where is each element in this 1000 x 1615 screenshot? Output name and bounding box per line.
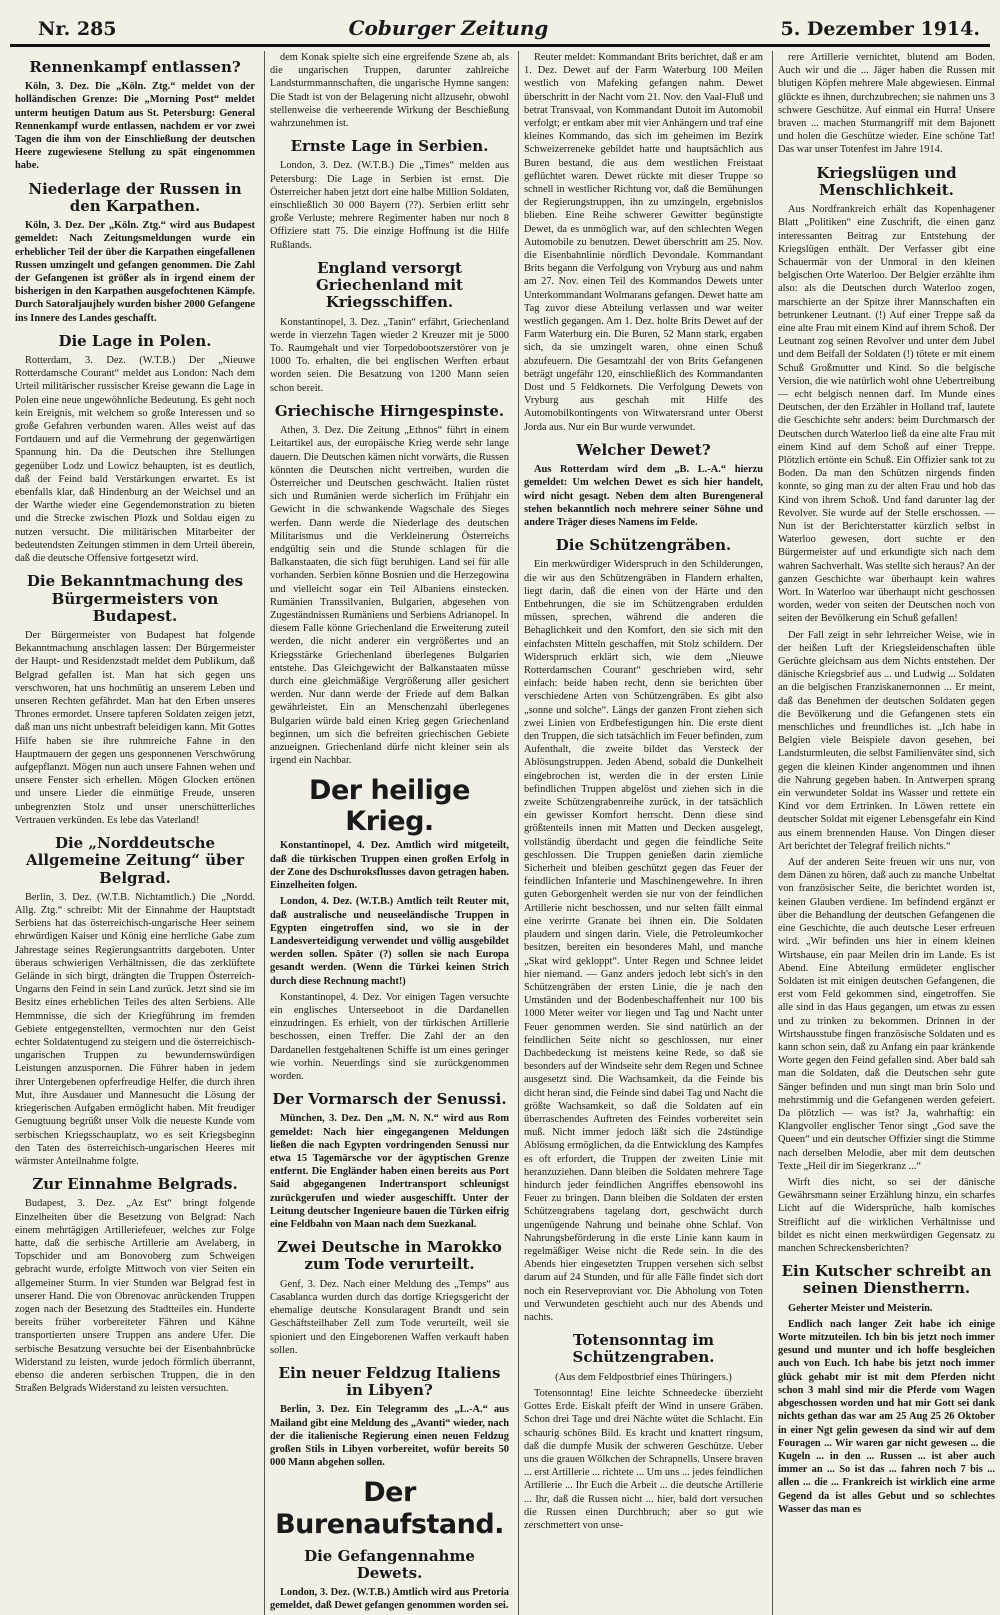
article-heading: Ernste Lage in Serbien. bbox=[290, 137, 489, 156]
article-heading: Die Bekanntmachung des Bürgermeisters von Budapest. bbox=[26, 572, 244, 625]
article bbox=[270, 138, 509, 252]
article-paragraph: Berlin, 3. Dez. Ein Telegramm des „L.-A.“ aus Mailand gibt eine Meldung des „Avanti“ wieder, nach der die italienische Regierung einen neuen Feldzug großen Stils in Libyen vorbereitet, wofür bereits 50 000 Mann abgehen sollen. bbox=[270, 1404, 509, 1469]
article-heading: Rennenkampf entlassen? bbox=[29, 58, 241, 76]
article bbox=[270, 403, 509, 768]
article-paragraph: Reuter meldet: Kommandant Brits berichtet, daß er am 1. Dez. Dewet auf der Farm Waterburg 100 Meilen westlich von Mafeking gefangen nahm. Dewet überschritt in der Nacht vom 21. Nov. den Vaal-Fluß und betrat Transvaal, von Kommandant Dutoit im Automobil verfolgt; er entkam aber mit vier Anhängern und traf eine kleines Kommando, das sich im geheimen im Bezirk Schweizerreneke gebildet hatte und hauptsächlich aus Buren bestand, die aus dem westlichen Freistaat geflüchtet waren. Dewet rückte mit dieser Truppe so schnell in westlicher Richtung vor, daß die Bemühungen der Regierungstruppen, ihn zu umzingeln, ergebnislos blieben. Eine Reihe schwerer Gewitter begünstigte Dewet, da es unmöglich war, auf den schlechten Wegen Automobile zu benutzen. Dewet überschritt am 25. Nov. die Eisenbahnlinie nördlich Devondale. Kommandant Brits begann die Verfolgung von Vryburg aus und nahm am 27. Nov. einen Teil des Kommandos Dewets unter Unterkommandant Wolmarans gefangen. Dewet hatte am Tag zuvor diese Abteilung verlassen und war weiter westlich gegangen. Am 1. Dez. holte Brits Dewet auf der Farm Waterburg ein. Die Buren, 52 Mann stark, ergaben sich, da sie umzingelt waren, ohne einen Schuß abzufeuern. Die Gesamtzahl der von Brits Gefangenen beträgt ungefähr 120, einschließlich des Kommandanten Dost und 5 Feldkornets. Die Verfolgung Dewets von Vryburg aus geschah mit Hilfe des Automobilkontingents von Witwatersrand unter Oberst Jorda aus. Nur ein Bur wurde verwundet. bbox=[524, 52, 763, 433]
article-paragraph: Aus Rotterdam wird dem „B. L.-A.“ hierzu gemeldet: Um welchen Dewet es sich hier handelt, wird nicht gesagt. Neben dem alten Burengeneral stehen bekanntlich noch mehrere seiner Söhne und andere Träger dieses Namens im Felde. bbox=[524, 464, 763, 528]
article-paragraph: London, 3. Dez. (W.T.B.) Die „Times“ melden aus Petersburg: Die Lage in Serbien ist ernst. Die Österreicher haben jetzt dort eine halbe Million Soldaten, einschließlich 30 000 Bayern (??). Serbien erlitt sehr große Verluste; mehrere Regimenter haben nur noch 8 Offiziere statt 75. Die einzige Hoffnung ist die Hilfe Rußlands. bbox=[270, 160, 509, 251]
article-paragraph: Köln, 3. Dez. Der „Köln. Ztg.“ wird aus Budapest gemeldet: Nach Zeitungsmeldungen wurde ein erheblicher Teil der über die Karpathen eingefallenen Russen umzingelt und gefangen genommen. Die Zahl der Gefangenen ist größer als in irgend einem der bisherigen in den Karpathen ausgefochtenen Kämpfe. Durch Satoraljaujhely wurden bisher 2000 Gefangene ins Innere des Landes geschafft. bbox=[15, 220, 255, 324]
article-heading: Ein Kutscher schreibt an seinen Dienstherrn. bbox=[781, 1262, 992, 1298]
article-heading: Kriegslügen und Menschlichkeit. bbox=[816, 163, 957, 199]
article-paragraph: Totensonntag! Eine leichte Schneedecke überzieht Gottes Erde. Eiskalt pfeift der Wind in unsere Gräben. Schon drei Tage und drei Nächte wütet die Schlacht. Ein schaurig schönes Bild. Es kracht und knattert ringsum, daß die dumpfe Musik der schweren Geschütze. Ueber uns die grauen Wölkchen der Schrapnells. Unsere braven ... erst Artillerie ... richtete ... Um uns ... jedes feindlichen Artillerie ... Ihr Euch die Arbeit ... die deutsche Artillerie ... Ihr, daß die Russen nicht ... hier, bald dort versuchen die Russen einen Durchbruch; aber so gut wie zerschmettert von unse- bbox=[524, 1387, 763, 1531]
newspaper-title: Coburger Zeitung bbox=[348, 16, 549, 40]
article-paragraph: Genf, 3. Dez. Nach einer Meldung des „Temps“ aus Casablanca wurden durch das dortige Kriegsgericht der ehemalige deutsche Konsularagent Brandt und sein Geschäftsteilhaber Zell zum Tode verurteilt, weil sie spioniert und den Eingeborenen Waffen verkauft haben sollen. bbox=[270, 1278, 509, 1356]
issue-number: Nr. 285 bbox=[38, 18, 117, 40]
article-heading: Der Burenaufstand. bbox=[275, 1477, 504, 1540]
article bbox=[15, 333, 255, 566]
column-3 bbox=[518, 51, 768, 1615]
article-paragraph: Der Fall zeigt in sehr lehrreicher Weise, wie in der heißen Luft der Kriegsleidenschaften üble Gerüchte gleichsam aus dem Nichts entstehen. Der dänische Kriegsbrief aus ... und Ludwig ... Soldaten an die belgischen Franziskanernonnen ... Er meint, daß das Benehmen der deutschen Soldaten gegen die Bevölkerung und die Gefangenen stets ein menschliches und freundliches ist. „Ich habe in Belgien viele Beispiele davon gesehen, bei Landsturmleuten, die selbst Familienväter sind, sich gegen die kleinen Kinder angenommen und ihnen die Nahrung gegeben haben. In Antwerpen sprang ein verwundeter Soldat ins Wasser und rettete ein Kind vor dem Ertrinken. In Löwen rettete ein deutscher Soldat mit eigener Lebensgefahr ein Kind aus einem brennenden Hause. Von Dingen dieser Art berichtet der Telegraf freilich nichts.“ bbox=[778, 629, 995, 852]
article-heading: England versorgt Griechenland mit Kriegsschiffen. bbox=[316, 258, 463, 312]
article bbox=[778, 1263, 995, 1516]
article-paragraph: Auf der anderen Seite freuen wir uns nur, von dem Dänen zu hören, daß auch zu manche Unbeltat von französischer Seite, die berichtet worden ist, keinen Glauben verdiene. Im befindend ergänzt er über die Behandlung der deutschen Gefangenen die eine Geschichte, die auch deutsche Leser erfreuen wird. „Wir befinden uns hier in einem kleinen Wirtshause, ein paar Meilen drin im Lande. Es ist Abend. Eine Abteilung ermüdeter englischer Soldaten ist mit einigen deutschen Gefangenen, die erst vom Feld gekommen sind, eingetroffen. Sie alle sind in das Haus gegangen, um etwas zu essen und zu trinken zu bekommen. Drinnen in der Wirtshausstube fingen französische Soldaten und es kann schon sein, daß zu Anfang ein paar kränkende Worte gegen den Feind gefallen sind. Aber bald sah man die Soldaten, daß die Deutschen sehr gute Sänger befinden und nun singt man brin Solo und mehrstimmig und die Gefangenen werden gefeiert. Da plötzlich — was ist? Ja, wahrhaftig: ein Klangvoller englischer Tenor singt „God save the Queen“ und ein deutscher Offizier singt die Stimme nach derselben Melodie, aber mit dem deutschen Texte „Heil dir im Siegerkranz ...“ bbox=[778, 857, 995, 1172]
article-paragraph: Athen, 3. Dez. Die Zeitung „Ethnos“ führt in einem Leitartikel aus, der europäische Krieg werde sehr lange dauern. Die Deutschen kämen nicht vorwärts, die Russen könnten die Deutschen nicht vertreiben, wurden die Österreicher und Deutschen geschwächt. Italien rüstet sich und Rumänien werde sicherlich im Frühjahr ein Gewicht in die schwankende Wagschale des Sieges werfen. Dann werde die Niederlage des deutschen Militarismus und die Verkleinerung Österreichs endgültig sein und die Stunde schlagen für die Balkanstaaten, die sich fügt beruhigen. Land sei für alle vorhanden. Serbien könne Bosnien und die Herzegowina und vielleicht sogar ein Teil Albaniens einstecken. Rumänien Transsilvanien, Bulgarien, abgesehen von Zugeständnissen Rumäniens und Serbiens Adrianopel. In diesem Falle könne Griechenland die Erweiterung zuteil werden, die nicht anderer ein vergrößertes und an Kriegsstärke Griechenland überlegenes Bulgarien entstehe. Das Gleichgewicht der Balkanstaaten müsse durch eine gleichmäßige Vergrößerung aller gesichert werden. Nur dann werde der Friede auf dem Balkan gewährleistet. Ein an Menschenzahl überlegenes Bulgarien würde bald einen Krieg gegen Griechenland beginnen, um sich die befreiten griechischen Gebiete anzueignen. Griechenland dürfe nicht kleiner sein als irgend ein Nachbar. bbox=[270, 425, 509, 767]
article-heading: Der Vormarsch der Senussi. bbox=[272, 1090, 507, 1109]
issue-date: 5. Dezember 1914. bbox=[780, 18, 980, 40]
article-paragraph: dem Konak spielte sich eine ergreifende Szene ab, als die ungarischen Truppen, darunter zahlreiche Landsturmmannschaften, die ungarische Hymne sangen: Die Stadt ist von der Belagerung nicht allzusehr, obwohl stellenweise die verheerende Wirkung der Beschießung wahrzunehmen ist. bbox=[270, 52, 509, 130]
article-paragraph: Ein merkwürdiger Widerspruch in den Schilderungen, die wir aus den Schützengräben in Flandern erhalten, liegt darin, daß die einen von der Härte und den Entbehrungen, die sie im Schützengraben erdulden müssen, sprechen, während die anderen die Behaglichkeit und den Komfort, den sie sich mit den einfachsten Mitteln geschaffen, mit Stolz schildern. Der Widerspruch erklärt sich, wie dem „Nieuwe Rotterdamschen Courant“ geschrieben wird, sehr einfach: beide haben recht, denn sie berichten über verschiedene Arten von Schützengräben. Es gibt also „sonne und solche“. Längs der ganzen Front ziehen sich zwei Linien von Erdbefestigungen hin. Die erste dient den Truppen, die sich tatsächlich im Feuer befinden, zum Aufenthalt, die zweite bildet das Versteck der Ablösungstruppen. Jeden Abend, sobald die Dunkelheit eingebrochen ist, werden die in der ersten Linie befindlichen Truppen abgelöst und ziehen sich in die zweite Schützengrabenreihe zurück, in der tatsächlich ein gewisser Komfort herrscht. Denn diese sind größtenteils innen mit Matten und Decken ausgelegt, vollständig überdacht und gegen die feindliche Seite geschlossen. Die Truppen genießen darin ziemliche Sicherheit und bleiben geschützt gegen das Feuer der feindlichen Infanterie und Maschinengewehre. In ihren guten Geborgenheit werden sie nur von der feindlichen Artillerie nicht beschossen, und nur selten fällt einmal eine verirrte Granate bei ihnen ein. Die Soldaten plaudern und singen darin. Viele, die Petroleumkocher besitzen, bereiten ein besonderes Mahl, und manche „Skat wird gekloppt“. Unter Regen und Schnee leidet hier niemand. — Ganz anders jedoch lebt sich's in den Schützengräben der ersten Linie, die je nach den Umständen und der Bodenbeschaffenheit nur 100 bis 1000 Meter weiter vor liegen und Tag und Nacht unter Feuer genommen werden. Sie sind natürlich an der feindlichen Seite nicht so geschlossen, nur einer Dachbedeckung ist meistens keine Rede, so daß sie besonders auf der Windseite sehr dem Regen und Schnee ausgesetzt sind. Die Wachsamkeit, da die Feinde bis dicht heran sind, die Feinde sind dabei Tag und Nacht die größte Wachsamkeit, so daß die Soldaten auf ein überraschendes Auftreten des Feindes vorbereitet sein muß. Nicht immer jedoch läßt sich die 24stündige Ablösung ermöglichen, da die Entwicklung des Kampfes es oft erfordert, die Truppen der zweiten Linie mit heranzuziehen. Dann bleiben die Soldaten mehrere Tage hindurch jeder feindlichen Angriffes ebensowohl ins Feuer zu bringen. Dann bleiben die Soldaten der ersten Schützengrabens tagelang dort, geschwächt durch ungenügende Nahrung und beinahe ohne Schlaf. Von Nahrungsbeförderung in die erste Linie kann kaum in regelmäßiger Weise nicht die Rede sein. In die des Abends hier eingesetzten Truppen versehen sich selbst darum auf 24 Stunden, und für alle Fälle findet sich dort noch ein Reserveproviant vor. Die Abholung von Toten und Verwundeten geschieht auch nur des Abends und nachts. bbox=[524, 559, 763, 1323]
column-2 bbox=[264, 51, 514, 1615]
article-heading: Die Schützengräben. bbox=[555, 536, 732, 555]
article-paragraph: Geherter Meister und Meisterin. bbox=[788, 1302, 933, 1314]
article-heading: Die Gefangennahme Dewets. bbox=[304, 1546, 475, 1582]
article-paragraph: Konstantinopel, 4. Dez. Vor einigen Tagen versuchte ein englisches Unterseeboot in die Dardanellen einzudringen. Es erhielt, von der türkischen Artillerie beschossen, einen Treffer. Die Zahl der an den Dardanellen festgehaltenen Schiffe ist um eines geringer wie vorhin. Neuerdings sind sie zurückgenommen worden. bbox=[270, 991, 509, 1082]
article-paragraph: London, 3. Dez. (W.T.B.) Amtlich wird aus Pretoria gemeldet, daß Dewet gefangen genommen worden sei. bbox=[270, 1587, 509, 1612]
article bbox=[15, 835, 255, 1168]
article bbox=[524, 442, 763, 529]
article-heading: Der heilige Krieg. bbox=[309, 775, 470, 838]
article bbox=[270, 260, 509, 395]
article-paragraph: rere Artillerie vernichtet, blutend am Boden. Auch wir und die ... Jäger haben die Russen mit blutigen Köpfen mehrere Male abgewiesen. Einmal glückte es ihnen, durchzubrechen; sie nahmen uns 3 schwere Geschütze. Auf einmal ein Hurra! Unsere braven ... machen Sturmangriff mit dem Bajonett und holen die Geschütze wieder. Eine schöne Tat! Das war unser Totenfest im Jahre 1914. bbox=[778, 52, 995, 156]
article-subheading: (Aus dem Feldpostbrief eines Thüringers.) bbox=[555, 1371, 732, 1383]
article-heading: Zur Einnahme Belgrads. bbox=[32, 1175, 238, 1194]
article-paragraph: Köln, 3. Dez. Die „Köln. Ztg.“ meldet von der holländischen Grenze: Die „Morning Post“ meldet unterm heutigen Datum aus St. Petersburg: General Rennenkampf wurde entlassen, nachdem er vor zwei Tagen die ihm von der Einschließung der deutschen Heere zugewiesene Stellung zu spät eingenommen habe. bbox=[15, 81, 255, 172]
article bbox=[778, 51, 995, 157]
article-heading: Zwei Deutsche in Marokko zum Tode verurteilt. bbox=[277, 1238, 502, 1274]
article-paragraph: Endlich nach langer Zeit habe ich einige Worte mitzuteilen. Ich bin bis jetzt noch immer gesund und munter und ich hoffe besgleichen auch von Euch. Ich habe bis jetzt noch immer glück gehabt mir ist mit dem Pferden nicht schon 3 mahl sind mir die Pferde vom Wagen abgeschossen worden und hat mir Gott sei dank nichts gethan das war am 25 Aug 25 26 Oktober in einer Ngt gelin gewesen da sind wir auf dem Fouragen ... Wir waren gar nicht gewesen ... die Kugeln ... in den ... Russen ... ist aber auch immer an ... So ist das ... fahren noch 7 bis ... allen ... die ... Frankreich ist wirklich eine arme Gegend da ist alles Gebut und so schlechtes Wasser das man es bbox=[778, 1318, 995, 1515]
article-paragraph: München, 3. Dez. Den „M. N. N.“ wird aus Rom gemeldet: Nach hier eingegangenen Meldungen ließen die nach Egypten vordringenden Senussi nur etwa 15 Tagemärsche vor der ägyptischen Grenze entfernt. Die Engländer haben einen bereits aus Port Said abgegangenen Indertransport schleunigst zurückgerufen und wieder ausgeschifft. Unter der Leitung deutscher Ingenieure bauen die Türken eifrig eine Feldbahn von Maan nach dem Suezkanal. bbox=[270, 1113, 509, 1231]
article bbox=[524, 51, 763, 434]
article-columns bbox=[10, 51, 995, 1612]
article bbox=[270, 775, 509, 1083]
article-heading: Niederlage der Russen in den Karpathen. bbox=[28, 179, 242, 215]
column-4 bbox=[772, 51, 1000, 1615]
article-paragraph: Budapest, 3. Dez. „Az Est“ bringt folgende Einzelheiten über die Besetzung von Belgrad: Nach einem mehrtägigen Artilleriefeuer, welches zur Folge hatte, daß die serbische Artillerie am Avelaberg, in Topschider und am Bonovoberg zum Schweigen gebracht wurde, erfolgte Mittwoch von vier Seiten ein allgemeiner Sturm. In vier Stunden war Belgrad fest in unserer Hand. Die von Obrenovac anrückenden Truppen zogen nach der Besetzung des Stadtteiles ein. Hunderte bereits früher vorbereiteter Fähren und Kähne transportierten unsere Truppen ans andere Ufer. Die serbische Besatzung versuchte bei der Eisenbahnbrücke Widerstand zu leisten, wurde jedoch förmlich überrannt, ebenso die anderen serbischen Truppen, die in den Straßen Belgrads Widerstand zu leisten versuchten. bbox=[15, 1198, 255, 1395]
article bbox=[15, 181, 255, 325]
article-paragraph: Konstantinopel, 3. Dez. „Tanin“ erfährt, Griechenland werde in vierzehn Tagen wieder 2 Kreuzer mit je 5000 To. Raumgehalt und vier Torpedobootszerstörer von je 1000 To. erhalten, die bei englischen Werften erbaut worden seien. Die Besatzung von 1200 Mann seien schon bereit. bbox=[270, 316, 509, 394]
article-paragraph: London, 4. Dez. (W.T.B.) Amtlich teilt Reuter mit, daß australische und neuseeländische Truppen in Egypten eingetroffen sind, wo sie in der Landesverteidigung verwendet und völlig ausgebildet werden sollen. Später (?) sollen sie nach Europa gesandt werden. (Wenn die Türkei keinen Strich durch diese Rechnung macht!) bbox=[270, 896, 509, 987]
article-paragraph: Konstantinopel, 4. Dez. Amtlich wird mitgeteilt, daß die türkischen Truppen einen großen Erfolg in der Zone des Dschuroksflusses davon getragen haben. Einzelheiten folgen. bbox=[270, 840, 509, 892]
article-heading: Totensonntag im Schützengraben. bbox=[572, 1331, 715, 1367]
article-heading: Welcher Dewet? bbox=[576, 440, 711, 459]
article-heading: Die „Norddeutsche Allgemeine Zeitung“ über Belgrad. bbox=[26, 834, 244, 887]
article-heading: Griechische Hirngespinste. bbox=[274, 401, 505, 420]
masthead bbox=[10, 0, 990, 47]
article bbox=[15, 573, 255, 827]
article-heading: Die Lage in Polen. bbox=[58, 331, 212, 350]
article bbox=[270, 1365, 509, 1470]
article bbox=[15, 59, 255, 173]
article-paragraph: Wirft dies nicht, so sei der dänische Gewährsmann seiner Erzählung hinzu, ein scharfes Licht auf die Widersprüche, halb komisches Streiflicht auf die wirklichen Verhältnisse und bildet es nicht einen merkwürdigen Gegensatz zu manchen Schreckensberichten? bbox=[778, 1176, 995, 1254]
article bbox=[524, 1332, 763, 1532]
article-paragraph: Berlin, 3. Dez. (W.T.B. Nichtamtlich.) Die „Nordd. Allg. Ztg.“ schreibt: Mit der Einnahme der Hauptstadt Serbiens hat das österreichisch-ungarische Heer seinem ehrwürdigen Kaiser und König eine herrliche Gabe zum Jahrestage seines Regierungsantritts dargeboten. Unter überaus schwierigen Verhältnissen, die das zerklüftete Gelände in sich birgt, drängten die Truppen Österreich-Ungarns den Feind in sein Land zurück. Jetzt sind sie im Besitz eines erheblichen Teiles des alten Serbiens. Alle Hemmnisse, die sich der Kriegführung im fremden Gebiete entgegenstellten, vermochten nur den Geist echter Soldatentugend zu steigern und die österreichisch-ungarischen Truppen zu bewundernswürdigen Leistungen anzuspornen. Die Führer haben in jedem ihrer Untergebenen opferfreudige Helfer, die durch ihren Mut, ihre Ausdauer und Mannesucht die Lösung der kriegerischen Aufgaben ermöglicht haben. Mit freudiger Genugtuung begrüßt unser Volk die neueste Kunde vom serbischen Kriegsschauplatz, wo es seit Kriegsbeginn den Taten des österreichisch-ungarischen Heeres mit wärmster Anteilnahme folgte. bbox=[15, 891, 255, 1167]
article bbox=[270, 1548, 509, 1613]
article bbox=[15, 1176, 255, 1395]
article bbox=[778, 165, 995, 1256]
article bbox=[270, 1477, 509, 1539]
article bbox=[270, 51, 509, 130]
article-paragraph: Aus Nordfrankreich erhält das Kopenhagener Blatt „Politiken“ eine Zuschrift, die einen ganz interessanten Beitrag zur Entstehung der Kriegslügen enthält. Der Verfasser gibt eine Schauermär von der Unmoral in den kleinen belgischen Orte Waterloo. Der Belgier erzählte ihm also: als die Deutschen durch Waterloo zogen, marschierte an der Spitze ihrer Mannschaften ein betrunkener Leutnant. (!) Auf einer Treppe saß da eine alte Frau mit einem Kind auf ihrem Schoß. Der Leutnant zog seinen Revolver und unter dem Jubel und dem Beifall der Soldaten (!) tötete er mit einem Schuß Großmutter und Kind. So die belgische Version, die wie natürlich wohl ohne Uebertreibung — echt belgisch nennen darf. Im Munde eines Deutschen, der den Erzähler in Holland traf, lautete die Geschichte sehr anders: beim Durchmarsch der Deutschen durch Waterloo ließ da eine alte Frau mit einem Kind auf dem Schoß auf einer Treppe. Plötzlich ertönte ein Schuß. Ein Offizier sank tot zu Boden. Da man den Schützen nirgends finden konnte, so ging man zu der alten Frau und hob das Kind von ihrem Schoß. Und fand darunter lag der Revolver. Sie wurde auf der Stelle erschossen. — Nun ist der Berichterstatter kürzlich selbst in Waterloo gewesen, dort suchte er den Bürgermeister auf und erkundigte sich nach dem wahren Sachverhalt. Was stellte sich heraus? An der ganzen Geschichte war überhaupt kein wahres Wort. In Waterloo war überhaupt nicht geschossen worden, weder von seiten der Deutschen noch von seiten der Bevölkerung ein Schuß gefallen! bbox=[778, 204, 995, 625]
article bbox=[270, 1239, 509, 1357]
article-paragraph: Rotterdam, 3. Dez. (W.T.B.) Der „Nieuwe Rotterdamsche Courant“ meldet aus London: Nach dem Urteil militärischer russischer Kreise gewann die Lage in Polen eine neue ungewöhnliche Bedeutung. Es geht noch kein Ereignis, mit welchem so große Interessen und so große Gefahren verbunden waren. Alles weist auf das Fortdauern und auf die Vermehrung der gegenwärtigen Spannung hin. Da die Deutschen ihre Stellungen gegenüber Lodz und Lowicz behaupten, ist es deutlich, daß der Feind bald Verstärkungen erwartet. Es ist ebenfalls klar, daß Hindenburg an der Weichsel und an der Warthe wieder eine Gegendemonstration zu bieten und die Strecke zwischen Plozk und Soldau eigen zu nutzen versucht. Die militärischen Mitarbeiter der bedeutendsten Zeitungen stimmen in dem Urteil überein, daß die deutsche Offensive fortgesetzt wird. bbox=[15, 355, 255, 565]
article bbox=[524, 537, 763, 1324]
article bbox=[270, 1091, 509, 1231]
article-paragraph: Der Bürgermeister von Budapest hat folgende Bekanntmachung anschlagen lassen: Der Bürgermeister der Haupt- und Residenzstadt meldet dem Publikum, daß Belgrad gefallen ist. Man hat sich gegen uns verschworen, hat uns hochmütig an unserem Leben und unseren Rechten gefährdet. Man hat den Erben unseres Thrones ermordet. Unsere tapferen Soldaten zeigen jetzt, daß man uns nicht unbestraft beleidigen kann. Mit Gottes Hilfe haben sie ihre ruhmreiche Fahne in den Hauptmauern der gegen uns gesponnenen Verschwörung aufgepflanzt. Mögen nun auch unsere Fahnen wehen und unsere Fenster sich erhellen. Mögen Glocken ertönen und unsere Lieder die einmütige Freude, unseren unbegrenzten Stolz und unser unerschütterliches Vertrauen verkünden. Es lebe das Vaterland! bbox=[15, 630, 255, 826]
article-heading: Ein neuer Feldzug Italiens in Libyen? bbox=[278, 1363, 501, 1400]
column-1 bbox=[10, 51, 260, 1615]
